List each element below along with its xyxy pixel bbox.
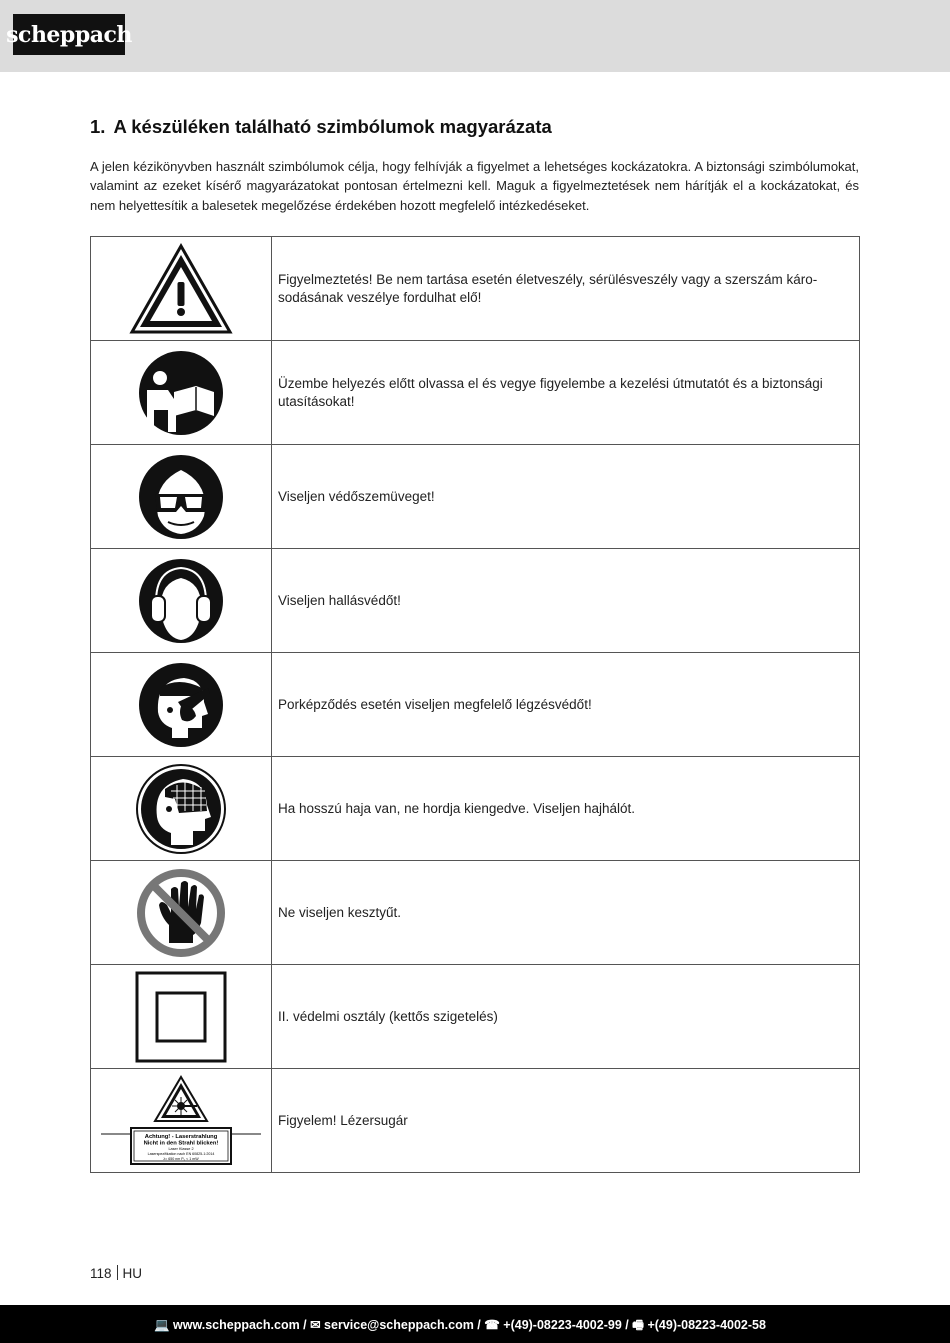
- symbol-cell: [91, 549, 272, 653]
- hair-net-icon: [135, 763, 227, 855]
- footer-bar: [0, 1305, 950, 1343]
- laser-label-line-3: Laser Klasse 2: [168, 1146, 194, 1151]
- protection-class-ii-icon: [135, 971, 227, 1063]
- symbol-cell: [91, 445, 272, 549]
- symbol-cell: [91, 653, 272, 757]
- page-language: HU: [122, 1266, 143, 1281]
- laser-label-line-4: Laserspezifikation nach EN 60825-1:2014: [147, 1151, 215, 1156]
- table-row: [91, 549, 860, 653]
- symbol-description: Porképződés esetén viseljen megfelelő légzésvédőt!: [272, 653, 860, 757]
- symbol-description: Figyelmeztetés! Be nem tartása esetén életveszély, sérülésveszély vagy a szerszám káro-sodásának veszélye fordulhat elő!: [272, 237, 860, 341]
- table-row: [91, 237, 860, 341]
- symbol-cell: [91, 965, 272, 1069]
- header-bar: [0, 0, 950, 72]
- symbol-cell: [91, 341, 272, 445]
- page-number-value: 118: [90, 1266, 112, 1281]
- symbol-cell: [91, 237, 272, 341]
- table-row: [91, 1069, 860, 1173]
- symbol-description: II. védelmi osztály (kettős szigetelés): [272, 965, 860, 1069]
- table-row: [91, 757, 860, 861]
- section-title: [90, 116, 552, 138]
- laser-label-line-2: Nicht in den Strahl blicken!: [143, 1140, 219, 1146]
- read-manual-icon: [138, 350, 224, 436]
- ear-protection-icon: [138, 558, 224, 644]
- symbol-cell: [91, 861, 272, 965]
- section-number: 1.: [90, 116, 106, 137]
- table-row: [91, 965, 860, 1069]
- page-separator: [117, 1265, 118, 1280]
- laser-label-line-1: Achtung! - Laserstrahlung: [144, 1133, 218, 1140]
- warning-triangle-icon: [128, 242, 234, 336]
- laser-warning-icon: [101, 1075, 261, 1167]
- symbols-table: [90, 236, 860, 1173]
- intro-paragraph: A jelen kézikönyvben használt szimbólumok célja, hogy felhívják a figyelmet a lehetséges kockázatokra. A biztonsági szimbólumokat, valamint az ezeket kísérő magyarázatokat pontosan értelmezni kell. Maguk a figyelmeztetések nem hárítják el a kockázatokat, és nem helyettesítik a balesetek megelőzése érdekében hozott megfelelő intézkedéseket.: [90, 159, 859, 213]
- laser-label-line-5: λ= 650 nm P₀ < 1 mW: [163, 1156, 199, 1161]
- table-row: [91, 445, 860, 549]
- symbol-description: Viseljen hallásvédőt!: [272, 549, 860, 653]
- scheppach-logo: scheppach: [13, 14, 125, 55]
- symbol-description: Üzembe helyezés előtt olvassa el és vegye figyelembe a kezelési útmutatót és a biztonsági utasításokat!: [272, 341, 860, 445]
- footer-contact: 💻 www.scheppach.com / ✉ service@scheppach.com / ☎ +(49)-08223-4002-99 / 🖷 +(49)-08223-4002-58: [154, 1318, 766, 1332]
- table-row: [91, 341, 860, 445]
- symbol-description: Ne viseljen kesztyűt.: [272, 861, 860, 965]
- symbol-cell: [91, 757, 272, 861]
- symbol-description: Figyelem! Lézersugár: [272, 1069, 860, 1173]
- safety-goggles-icon: [138, 454, 224, 540]
- symbol-description: Viseljen védőszemüveget!: [272, 445, 860, 549]
- page-number: [90, 1265, 142, 1281]
- section-title-text: A készüléken található szimbólumok magyarázata: [113, 116, 552, 137]
- table-row: [91, 653, 860, 757]
- no-gloves-icon: [135, 867, 227, 959]
- respirator-icon: [138, 662, 224, 748]
- table-row: [91, 861, 860, 965]
- symbol-description: Ha hosszú haja van, ne hordja kiengedve. Viseljen hajhálót.: [272, 757, 860, 861]
- symbol-cell: [91, 1069, 272, 1173]
